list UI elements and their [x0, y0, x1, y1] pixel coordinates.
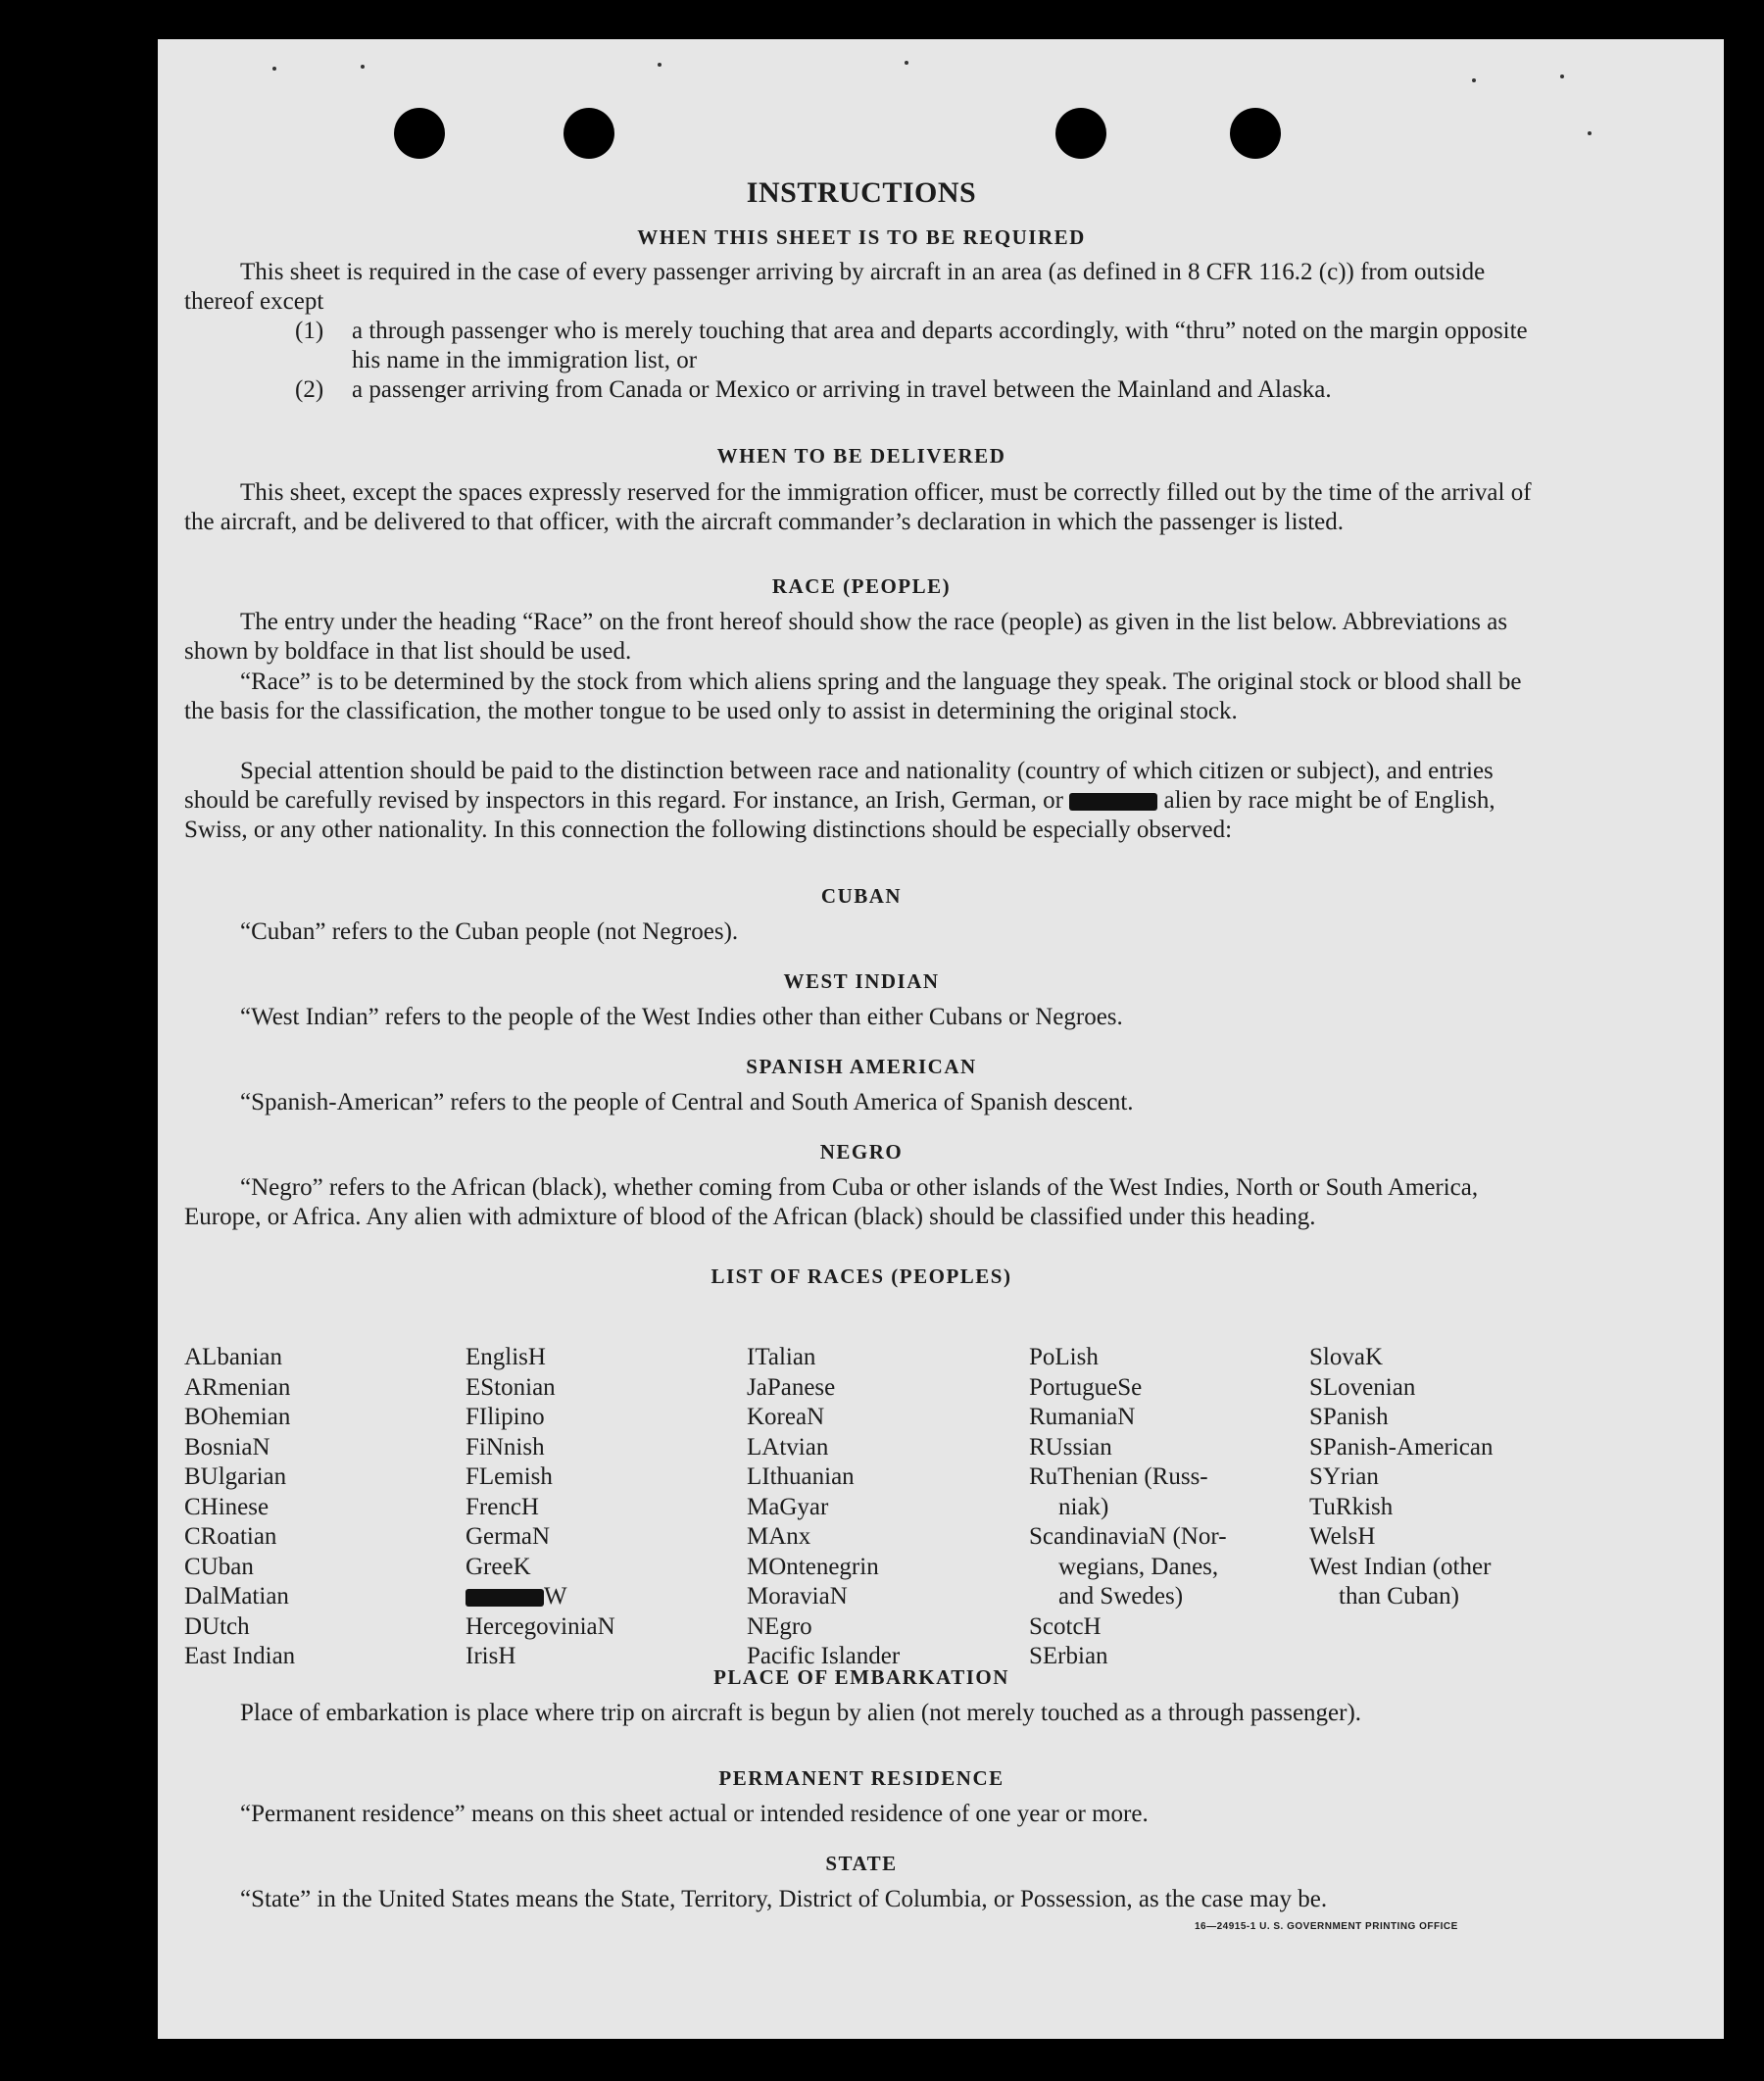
heading-embarkation: PLACE OF EMBARKATION [713, 1665, 1009, 1689]
race-entry: Pacific Islander [747, 1643, 901, 1669]
item-number: (2) [295, 376, 324, 403]
race-entry: MOntenegrin [747, 1553, 879, 1580]
heading-list-of-races: LIST OF RACES (PEOPLES) [710, 1264, 1012, 1288]
heading-race: RACE (PEOPLE) [771, 574, 952, 598]
heading-state: STATE [825, 1852, 898, 1875]
punch-hole [1055, 108, 1106, 159]
list-item-2 [295, 375, 1549, 405]
race-entry: DUtch [184, 1612, 250, 1640]
race-entry: HercegoviniaN [466, 1612, 615, 1640]
para-race-2: “Race” is to be determined by the stock from which aliens spring and the language they speak. The original stock or blood shall be the basis for the classification, the mother tongue to be used only to assist in determining the original stock. [184, 669, 1522, 724]
race-entry: FIlipino [466, 1404, 545, 1430]
para-race-3 [184, 757, 1549, 845]
race-entry: KoreaN [747, 1404, 825, 1430]
para-race-3-end: alien by race might be of English, Swiss, or any other nationality. In this connection the following distinctions should be especially observed: [184, 787, 1495, 843]
race-entry: SPanish [1309, 1404, 1389, 1430]
item-number: (1) [295, 318, 324, 344]
heading-cuban: CUBAN [820, 884, 903, 908]
race-entry: EStonian [466, 1373, 556, 1401]
races-column-1 [184, 1343, 295, 1672]
heading-negro: NEGRO [819, 1140, 904, 1164]
redaction-mark [466, 1589, 544, 1607]
race-entry: RUssian [1029, 1433, 1112, 1461]
para-race-3-start: Special attention should be paid to the distinction between race and nationality (country of which citizen or subject), and entries should be carefully revised by inspectors in this regard. For instance, an Irish, German, or [184, 758, 1494, 814]
race-entry: ScandinaviaN (Nor- [1029, 1523, 1227, 1550]
race-entry: LAtvian [747, 1433, 829, 1461]
punch-hole [394, 108, 445, 159]
heading-west-indian: WEST INDIAN [783, 969, 940, 993]
speck [1560, 74, 1564, 78]
para-cuban: “Cuban” refers to the Cuban people (not Negroes). [240, 918, 739, 945]
race-entry: NEgro [747, 1612, 812, 1640]
para-west-indian: “West Indian” refers to the people of the West Indies other than either Cubans or Negroes. [240, 1004, 1123, 1030]
race-entry: BOhemian [184, 1404, 291, 1430]
para-spanish-american: “Spanish-American” refers to the people of Central and South America of Spanish descent. [240, 1089, 1134, 1115]
race-entry: SlovaK [1309, 1344, 1383, 1370]
race-entry-continued: wegians, Danes, [1058, 1553, 1219, 1580]
race-entry: DalMatian [184, 1583, 289, 1610]
para-negro: “Negro” refers to the African (black), whether coming from Cuba or other islands of the West Indies, North or South America, Europe, or Africa. Any alien with admixture of blood of the African (black) should be classified under this heading. [184, 1174, 1479, 1230]
heading-delivered: WHEN TO BE DELIVERED [716, 444, 1006, 468]
race-entry: SYrian [1309, 1463, 1379, 1490]
race-entry: West Indian (other [1309, 1553, 1492, 1580]
para-embarkation: Place of embarkation is place where trip on aircraft is begun by alien (not merely touched as a through passenger). [240, 1700, 1362, 1726]
race-entry: ALbanian [184, 1344, 282, 1370]
race-entry: MAnx [747, 1523, 811, 1550]
race-entry: EnglisH [466, 1344, 546, 1370]
speck [905, 61, 908, 65]
race-entry: CRoatian [184, 1523, 277, 1550]
heading-permanent-residence: PERMANENT RESIDENCE [718, 1766, 1004, 1790]
race-entry-continued: than Cuban) [1339, 1583, 1459, 1610]
race-entry: MaGyar [747, 1493, 829, 1520]
race-entry: GreeK [466, 1553, 531, 1580]
race-entry: SPanish-American [1309, 1433, 1494, 1461]
race-entry: JaPanese [747, 1373, 836, 1401]
race-entry: FiNnish [466, 1433, 545, 1461]
race-entry: ARmenian [184, 1373, 291, 1401]
speck [658, 63, 662, 67]
redaction-mark [1069, 793, 1157, 811]
document-page [158, 39, 1724, 2039]
punch-hole [1230, 108, 1281, 159]
race-entry: MoraviaN [747, 1583, 848, 1610]
race-entry-continued: niak) [1058, 1493, 1109, 1520]
speck [272, 67, 276, 71]
speck [1588, 131, 1592, 135]
item-text: a through passenger who is merely touching that area and departs accordingly, with “thru” noted on the margin opposite his name in the immigration list, or [352, 318, 1528, 373]
races-column-2 [466, 1343, 615, 1672]
redacted-suffix: W [544, 1583, 567, 1610]
race-entry: RumaniaN [1029, 1404, 1136, 1430]
para-required: This sheet is required in the case of every passenger arriving by aircraft in an area (as defined in 8 CFR 116.2 (c)) from outside thereof except [184, 259, 1486, 315]
race-entry: CHinese [184, 1493, 270, 1520]
race-entry: LIthuanian [747, 1463, 855, 1490]
race-entry: BUlgarian [184, 1463, 287, 1490]
item-text: a passenger arriving from Canada or Mexico or arriving in travel between the Mainland and Alaska. [352, 376, 1332, 403]
page-title: INSTRUCTIONS [746, 176, 977, 209]
races-column-3 [747, 1343, 900, 1672]
race-entry-continued: and Swedes) [1058, 1583, 1184, 1610]
list-item-1 [295, 317, 1549, 375]
race-entry: PortugueSe [1029, 1373, 1143, 1401]
printer-imprint: 16—24915-1 U. S. GOVERNMENT PRINTING OFFICE [1195, 1921, 1458, 1932]
races-column-4 [1029, 1343, 1227, 1672]
race-entry: SLovenian [1309, 1373, 1416, 1401]
race-entry: IrisH [466, 1643, 516, 1669]
race-entry: East Indian [184, 1643, 296, 1669]
para-race-1: The entry under the heading “Race” on the front hereof should show the race (people) as given in the list below. Abbreviations as shown by boldface in that list should be used. [184, 609, 1508, 665]
race-entry: PoLish [1029, 1344, 1099, 1370]
para-delivered: This sheet, except the spaces expressly reserved for the immigration officer, must be correctly filled out by the time of the arrival of the aircraft, and be delivered to that officer, with the aircraft commander’s declaration in which the passenger is listed. [184, 479, 1532, 535]
race-entry: BosniaN [184, 1433, 270, 1461]
race-entry: GermaN [466, 1523, 551, 1550]
para-state: “State” in the United States means the State, Territory, District of Columbia, or Possession, as the case may be. [240, 1886, 1328, 1912]
speck [1472, 78, 1476, 82]
heading-spanish-american: SPANISH AMERICAN [746, 1055, 977, 1078]
heading-required: WHEN THIS SHEET IS TO BE REQUIRED [637, 225, 1086, 249]
race-entry: ScotcH [1029, 1612, 1102, 1640]
race-entry: SErbian [1029, 1643, 1108, 1669]
race-entry: CUban [184, 1553, 254, 1580]
speck [361, 65, 365, 69]
race-entry: ITalian [747, 1344, 816, 1370]
race-entry-redacted [466, 1582, 615, 1612]
para-permanent-residence: “Permanent residence” means on this sheet actual or intended residence of one year or more. [240, 1801, 1149, 1827]
race-entry: WelsH [1309, 1523, 1376, 1550]
race-entry: FLemish [466, 1463, 553, 1490]
race-entry: RuThenian (Russ- [1029, 1463, 1208, 1490]
punch-hole [564, 108, 614, 159]
race-entry: TuRkish [1309, 1493, 1394, 1520]
races-column-5 [1309, 1343, 1493, 1612]
race-entry: FrencH [466, 1493, 539, 1520]
